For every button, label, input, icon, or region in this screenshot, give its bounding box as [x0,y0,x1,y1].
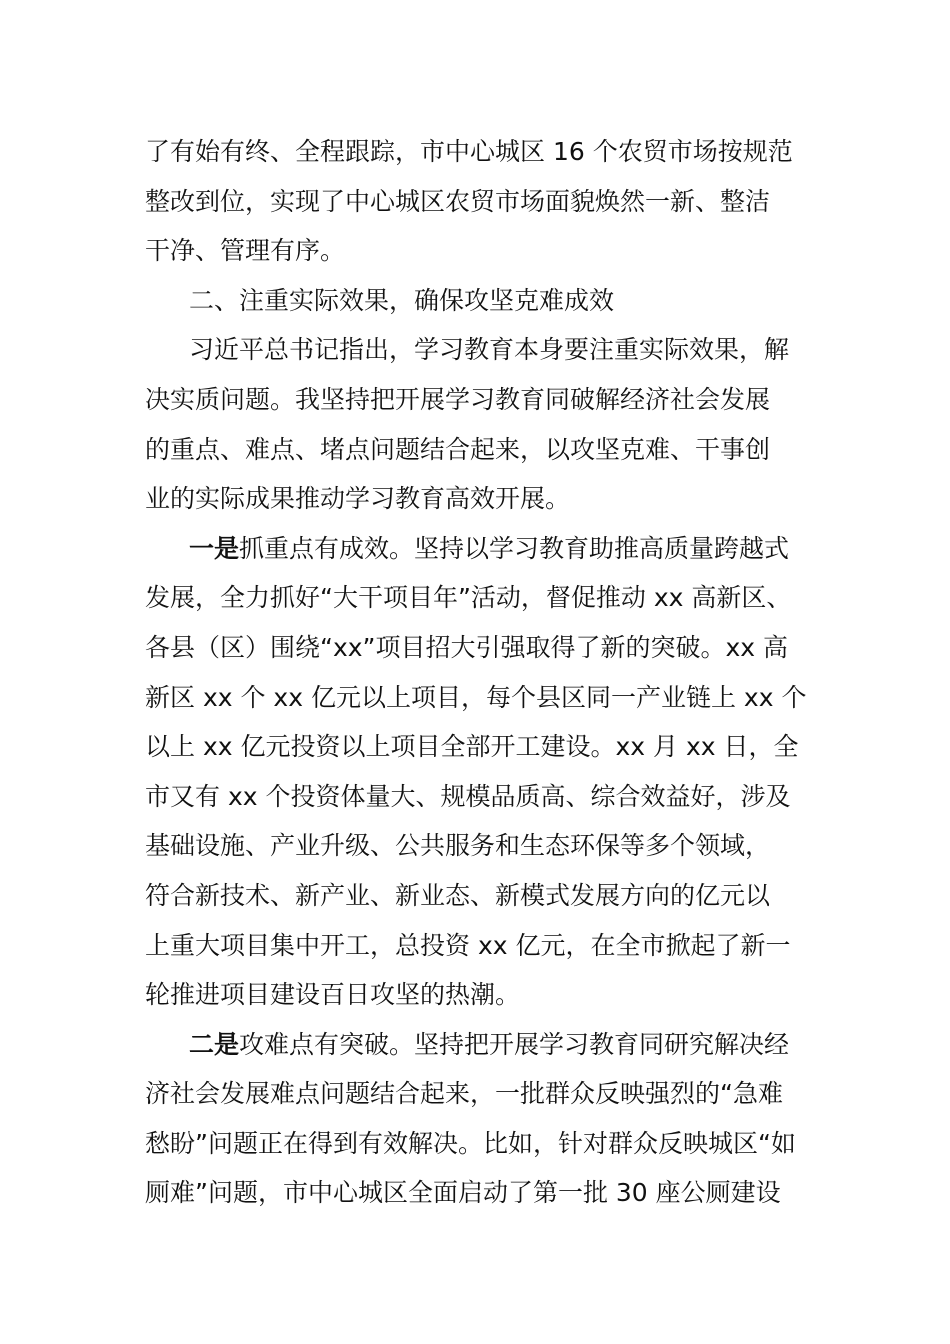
section-heading: 二、注重实际效果，确保攻坚克难成效 [189,285,615,315]
text-line: 符合新技术、新产业、新业态、新模式发展方向的亿元以 [145,880,771,910]
text-line: 发展，全力抓好“大干项目年”活动，督促推动 xx 高新区、 [145,583,792,613]
text-line: 轮推进项目建设百日攻坚的热潮。 [145,980,521,1010]
text-fragment: 攻难点有突破。坚持把开展学习教育同研究解决经 [239,1029,790,1059]
paragraph-start-line [145,524,805,574]
label-first: 一是 [189,533,240,563]
text-line: 愁盼”问题正在得到有效解决。比如，针对群众反映城区“如 [145,1128,796,1158]
label-second: 二是 [189,1029,240,1059]
text-line: 了有始有终、全程跟踪，市中心城区 16 个农贸市场按规范 [145,137,793,166]
text-line: 决实质问题。我坚持把开展学习教育同破解经济社会发展 [145,384,771,414]
text-line: 干净、管理有序。 [145,236,346,266]
document-page [145,127,805,1218]
text-line: 业的实际成果推动学习教育高效开展。 [145,484,571,514]
text-line: 习近平总书记指出，学习教育本身要注重实际效果，解 [189,335,790,365]
text-line: 上重大项目集中开工，总投资 xx 亿元，在全市掀起了新一 [145,930,791,960]
text-line: 整改到位，实现了中心城区农贸市场面貌焕然一新、整洁 [145,186,771,216]
text-fragment: 抓重点有成效。坚持以学习教育助推高质量跨越式 [239,533,790,563]
text-line: 的重点、难点、堵点问题结合起来，以攻坚克难、干事创 [145,434,771,464]
text-line: 各县（区）围绕“xx”项目招大引强取得了新的突破。xx 高 [145,632,789,662]
text-line: 基础设施、产业升级、公共服务和生态环保等多个领域， [145,831,771,861]
text-line: 以上 xx 亿元投资以上项目全部开工建设。xx 月 xx 日，全 [145,732,799,762]
paragraph-start-line [145,1020,805,1070]
text-line: 济社会发展难点问题结合起来，一批群众反映强烈的“急难 [145,1079,783,1109]
text-line: 市又有 xx 个投资体量大、规模品质高、综合效益好，涉及 [145,781,791,811]
text-line: 新区 xx 个 xx 亿元以上项目，每个县区同一产业链上 xx 个 [145,682,807,712]
text-line: 厕难”问题，市中心城区全面启动了第一批 30 座公厕建设 [145,1178,781,1208]
